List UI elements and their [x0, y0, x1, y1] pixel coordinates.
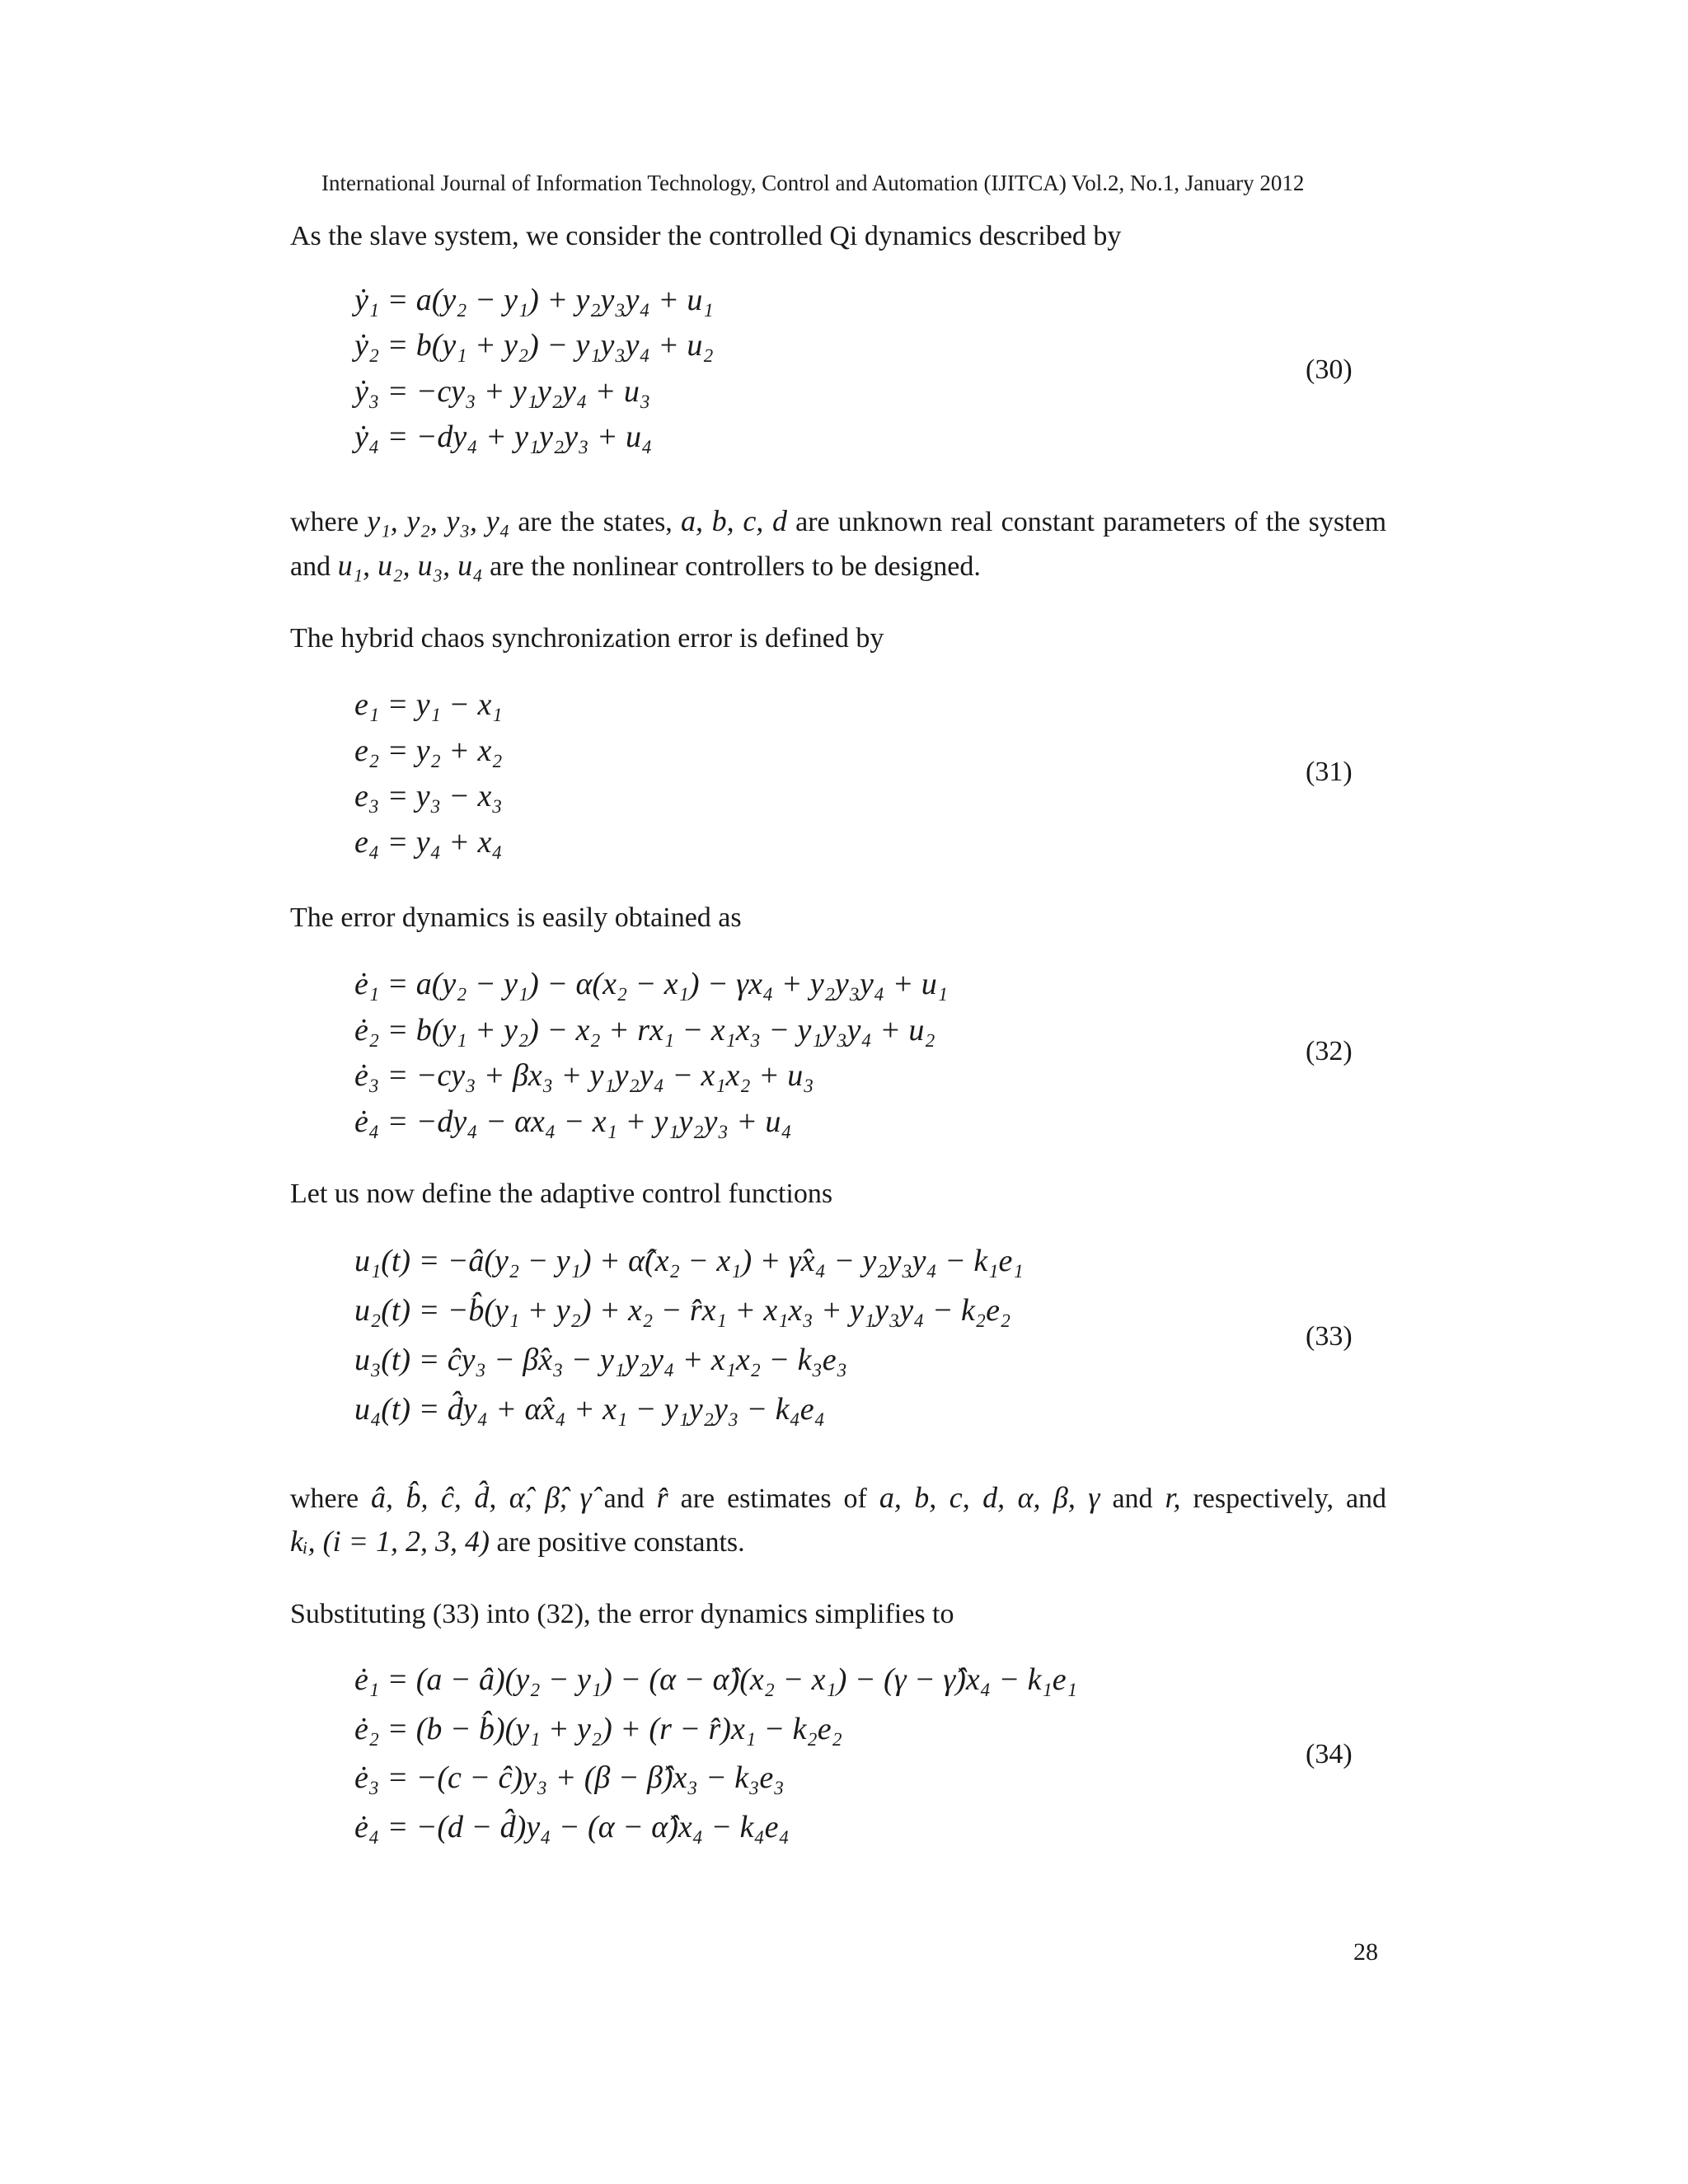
running-header: International Journal of Information Technology, Control and Automation (IJITCA) Vol.2, No.1, January 2012: [321, 171, 1305, 195]
equation-line: ė₁ = a(y₂ − y₁) − α(x₂ − x₁) − γx₄ + y₂y₃y₄ + u₁: [354, 967, 948, 1001]
equation-line: ẏ₄ = −dy₄ + y₁y₂y₃ + u₄: [354, 419, 653, 454]
equation-line: u₂(t) = −b̂(y₁ + y₂) + x₂ − r̂x₁ + x₁x₃ + y₁y₃y₄ − k₂e₂: [354, 1293, 1011, 1328]
math-inline: â, b̂, ĉ, d̂, α̂, β̂, γ̂: [371, 1481, 592, 1514]
math-inline: a, b, c, d, α, β, γ: [879, 1481, 1100, 1514]
text-run: respectively, and: [1193, 1483, 1387, 1514]
equation-line: u₄(t) = d̂y₄ + α̂x₄ + x₁ − y₁y₂y₃ − k₄e₄: [354, 1392, 825, 1427]
paragraph-estimates-line: [290, 1475, 1386, 1521]
equation-line: ẏ₃ = −cy₃ + y₁y₂y₄ + u₃: [354, 374, 651, 409]
equation-line: ė₃ = −(c − ĉ)y₃ + (β − β̂)x₃ − k₃e₃: [354, 1760, 785, 1795]
equation-line: e₂ = y₂ + x₂: [354, 733, 503, 768]
equation-number: (34): [1306, 1739, 1353, 1769]
equation-line: ė₂ = b(y₁ + y₂) − x₂ + rx₁ − x₁x₃ − y₁y₃y₄ + u₂: [354, 1013, 935, 1047]
page-number: 28: [1353, 1938, 1378, 1966]
text-run: are the nonlinear controllers to be designed.: [490, 551, 981, 582]
math-inline: r,: [1165, 1481, 1181, 1514]
paragraph-states-line: [290, 499, 1386, 545]
equation-line: ė₁ = (a − â)(y₂ − y₁) − (α − α̂)(x₂ − x₁) − (γ − γ̂)x₄ − k₁e₁: [354, 1662, 1077, 1697]
paragraph-substituting: Substituting (33) into (32), the error dynamics simplifies to: [290, 1599, 954, 1629]
paragraph-slave-system: As the slave system, we consider the controlled Qi dynamics described by: [290, 221, 1122, 251]
equation-number: (32): [1306, 1036, 1353, 1066]
text-run: are unknown real constant parameters of the system: [795, 507, 1387, 537]
equation-line: ẏ₁ = a(y₂ − y₁) + y₂y₃y₄ + u₁: [354, 283, 714, 317]
math-inline: r̂: [656, 1481, 668, 1514]
equation-line: ė₂ = (b − b̂)(y₁ + y₂) + (r − r̂)x₁ − k₂e₂: [354, 1712, 842, 1746]
text-run: and: [290, 551, 331, 582]
paragraph-error-dynamics: The error dynamics is easily obtained as: [290, 902, 742, 933]
paragraph-error-definition: The hybrid chaos synchronization error is defined by: [290, 623, 884, 654]
text-run: where: [290, 507, 359, 537]
text-run: and: [603, 1483, 645, 1514]
text-run: and: [1112, 1483, 1153, 1514]
math-inline: u₁, u₂, u₃, u₄: [337, 549, 483, 582]
text-run: are the states,: [518, 507, 673, 537]
paragraph-constants-line: [290, 1519, 1386, 1565]
equation-number: (33): [1306, 1321, 1353, 1352]
equation-number: (30): [1306, 354, 1353, 385]
equation-line: e₁ = y₁ − x₁: [354, 687, 503, 722]
equation-line: e₃ = y₃ − x₃: [354, 779, 503, 813]
equation-line: ė₄ = −(d − d̂)y₄ − (α − α̂)x₄ − k₄e₄: [354, 1810, 790, 1844]
text-run: where: [290, 1483, 359, 1514]
math-inline: a, b, c, d: [680, 504, 787, 537]
equation-line: u₃(t) = ĉy₃ − β̂x₃ − y₁y₂y₄ + x₁x₂ − k₃e₃: [354, 1343, 847, 1377]
equation-line: e₄ = y₄ + x₄: [354, 825, 503, 860]
text-run: are positive constants.: [496, 1527, 745, 1558]
equation-number: (31): [1306, 757, 1353, 787]
equation-line: ẏ₂ = b(y₁ + y₂) − y₁y₃y₄ + u₂: [354, 328, 714, 363]
paragraph-controllers-line: [290, 543, 1386, 589]
equation-line: ė₃ = −cy₃ + βx₃ + y₁y₂y₄ − x₁x₂ + u₃: [354, 1058, 814, 1093]
paragraph-control-functions: Let us now define the adaptive control functions: [290, 1179, 833, 1209]
math-inline: kᵢ, (i = 1, 2, 3, 4): [290, 1525, 490, 1558]
equation-line: ė₄ = −dy₄ − αx₄ − x₁ + y₁y₂y₃ + u₄: [354, 1104, 792, 1139]
text-run: are estimates of: [680, 1483, 867, 1514]
math-inline: y₁, y₂, y₃, y₄: [367, 504, 510, 537]
equation-line: u₁(t) = −â(y₂ − y₁) + α̂(x₂ − x₁) + γ̂x₄ − y₂y₃y₄ − k₁e₁: [354, 1244, 1024, 1278]
